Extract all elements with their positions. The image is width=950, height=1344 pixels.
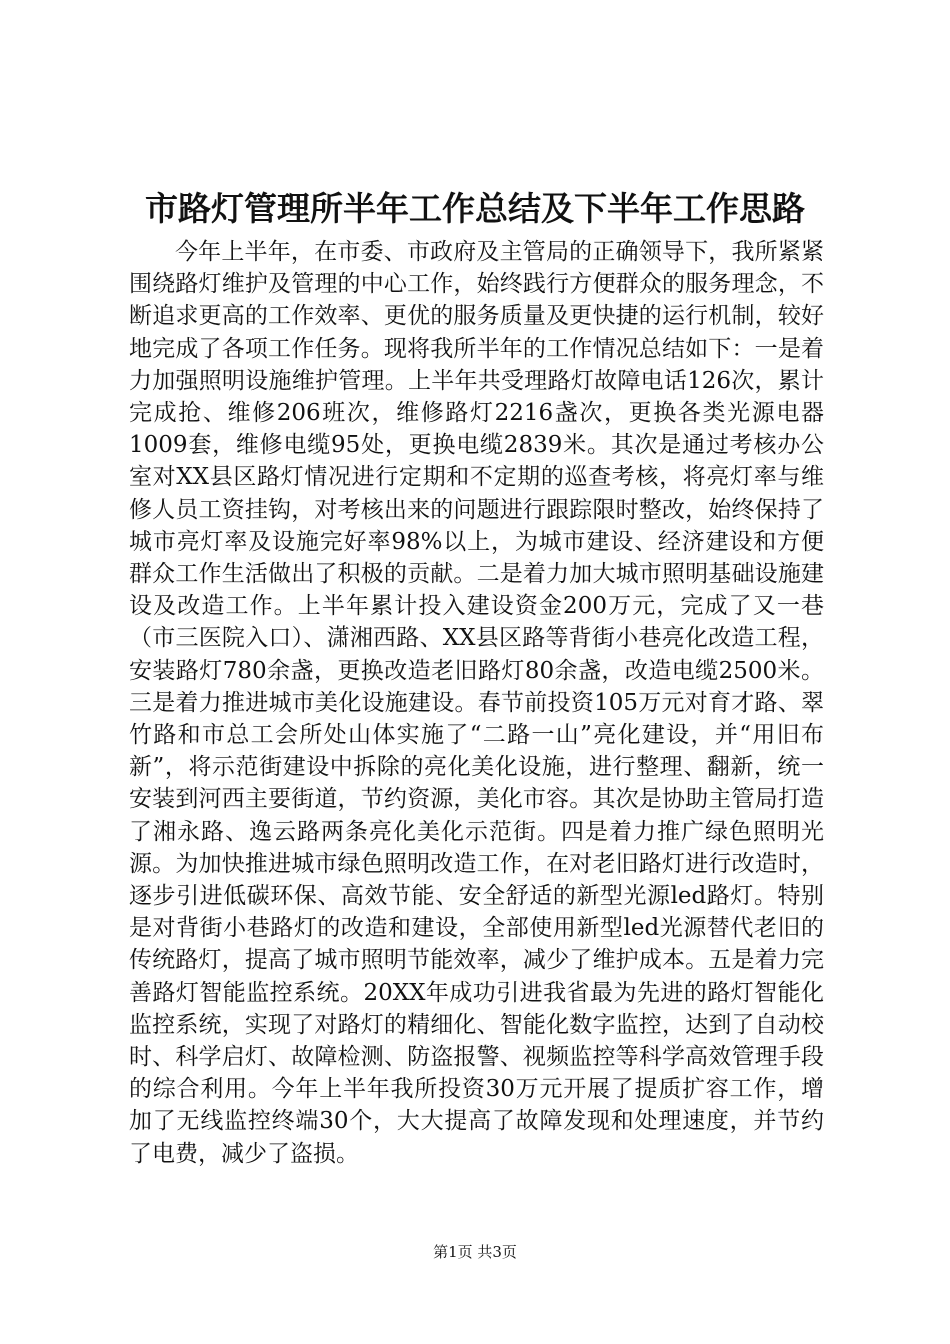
page-footer: 第1页 共3页: [433, 1243, 517, 1261]
body-paragraph: 今年上半年，在市委、市政府及主管局的正确领导下，我所紧紧围绕路灯维护及管理的中心工作，始终践行方便群众的服务理念，不断追求更高的工作效率、更优的服务质量及更快捷的运行机制，较好地完成了各项工作任务。现将我所半年的工作情况总结如下：一是着力加强照明设施维护管理。上半年共受理路灯故障电话126次，累计完成抢、维修206班次，维修路灯2216盏次，更换各类光源电器1009套，维修电缆95处，更换电缆2839米。其次是通过考核办公室对XX县区路灯情况进行定期和不定期的巡查考核，将亮灯率与维修人员工资挂钩，对考核出来的问题进行跟踪限时整改，始终保持了城市亮灯率及设施完好率98%以上，为城市建设、经济建设和方便群众工作生活做出了积极的贡献。二是着力加大城市照明基础设施建设及改造工作。上半年累计投入建设资金200万元，完成了又一巷（市三医院入口）、潇湘西路、XX县区路等背街小巷亮化改造工程，安装路灯780余盏，更换改造老旧路灯80余盏，改造电缆2500米。三是着力推进城市美化设施建设。春节前投资105万元对育才路、翠竹路和市总工会所处山体实施了“二路一山”亮化建设，并“用旧布新”，将示范街建设中拆除的亮化美化设施，进行整理、翻新，统一安装到河西主要街道，节约资源，美化市容。其次是协助主管局打造了湘永路、逸云路两条亮化美化示范街。四是着力推广绿色照明光源。为加快推进城市绿色照明改造工作，在对老旧路灯进行改造时，逐步引进低碳环保、高效节能、安全舒适的新型光源led路灯。特别是对背街小巷路灯的改造和建设，全部使用新型led光源替代老旧的传统路灯，提高了城市照明节能效率，减少了维护成本。五是着力完善路灯智能监控系统。20XX年成功引进我省最为先进的路灯智能化监控系统，实现了对路灯的精细化、智能化数字监控，达到了自动校时、科学启灯、故障检测、防盗报警、视频监控等科学高效管理手段的综合利用。今年上半年我所投资30万元开展了提质扩容工作，增加了无线监控终端30个，大大提高了故障发现和处理速度，并节约了电费，减少了盗损。: [129, 239, 824, 1167]
document-title: 市路灯管理所半年工作总结及下半年工作思路: [145, 189, 805, 228]
